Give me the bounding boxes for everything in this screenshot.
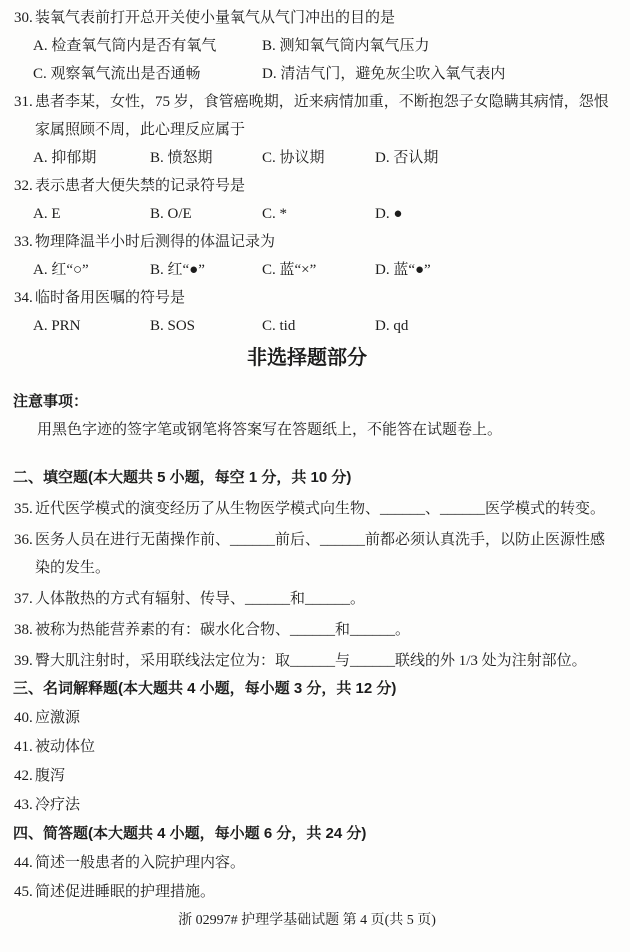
question-33 bbox=[14, 228, 614, 256]
question-35-text: 近代医学模式的演变经历了从生物医学模式向生物、______、______医学模式的转变。 bbox=[35, 501, 606, 517]
question-31-number: 31. bbox=[14, 94, 33, 110]
question-36-text: 医务人员在进行无菌操作前、______前后、______前都必须认真洗手，以防止医源性感染的发生。 bbox=[35, 532, 606, 576]
question-42-text: 腹泻 bbox=[35, 768, 66, 784]
question-44 bbox=[14, 849, 614, 877]
option-31-a: A. 抑郁期 bbox=[33, 150, 97, 166]
question-34-text: 临时备用医嘱的符号是 bbox=[35, 290, 186, 306]
question-43-text: 冷疗法 bbox=[35, 797, 81, 813]
question-32 bbox=[14, 172, 614, 200]
question-30-text: 装氧气表前打开总开关使小量氧气从气门冲出的目的是 bbox=[35, 10, 396, 26]
notice-text: 用黑色字迹的签字笔或钢笔将答案写在答题纸上，不能答在试题卷上。 bbox=[37, 422, 503, 438]
option-34-c: C. tid bbox=[262, 318, 296, 334]
question-31-options bbox=[33, 144, 614, 172]
option-33-a: A. 红“○” bbox=[33, 262, 89, 278]
fill-section-heading: 二、填空题(本大题共 5 小题，每空 1 分，共 10 分) bbox=[13, 469, 352, 486]
question-31 bbox=[14, 88, 614, 144]
page-footer: 浙 02997# 护理学基础试题 第 4 页(共 5 页) bbox=[178, 913, 436, 928]
question-32-options bbox=[33, 200, 614, 228]
question-33-options bbox=[33, 256, 614, 284]
question-34-options bbox=[33, 312, 614, 340]
question-41-text: 被动体位 bbox=[35, 739, 96, 755]
option-30-d: D. 清洁气门，避免灰尘吹入氧气表内 bbox=[262, 66, 506, 82]
question-31-text: 患者李某，女性，75 岁，食管癌晚期，近来病情加重，不断抱怨子女隐瞒其病情，怨恨家属照顾不周，此心理反应属于 bbox=[35, 94, 609, 138]
question-38-number: 38. bbox=[14, 622, 33, 638]
option-32-b: B. O/E bbox=[150, 206, 192, 222]
question-30-number: 30. bbox=[14, 10, 33, 26]
short-answer-section-heading: 四、简答题(本大题共 4 小题，每小题 6 分，共 24 分) bbox=[13, 825, 367, 842]
question-39-number: 39. bbox=[14, 653, 33, 669]
question-40 bbox=[14, 704, 614, 732]
question-37 bbox=[14, 585, 614, 613]
option-30-a: A. 检查氧气筒内是否有氧气 bbox=[33, 38, 217, 54]
option-33-b: B. 红“●” bbox=[150, 262, 205, 278]
question-33-number: 33. bbox=[14, 234, 33, 250]
question-41 bbox=[14, 733, 614, 761]
option-31-b: B. 愤怒期 bbox=[150, 150, 213, 166]
question-34 bbox=[14, 284, 614, 312]
question-37-number: 37. bbox=[14, 591, 33, 607]
question-44-number: 44. bbox=[14, 855, 33, 871]
question-37-text: 人体散热的方式有辐射、传导、______和______。 bbox=[35, 591, 366, 607]
question-34-number: 34. bbox=[14, 290, 33, 306]
question-45 bbox=[14, 878, 614, 906]
option-32-a: A. E bbox=[33, 206, 61, 222]
question-35 bbox=[14, 495, 614, 523]
question-43-number: 43. bbox=[14, 797, 33, 813]
option-33-c: C. 蓝“×” bbox=[262, 262, 317, 278]
question-39-text: 臀大肌注射时，采用联线法定位为：取______与______联线的外 1/3 处为注射部位。 bbox=[35, 653, 587, 669]
question-42-number: 42. bbox=[14, 768, 33, 784]
option-34-d: D. qd bbox=[375, 318, 409, 334]
question-40-number: 40. bbox=[14, 710, 33, 726]
option-32-c: C. * bbox=[262, 206, 288, 222]
question-30-options bbox=[33, 32, 614, 88]
notice-label: 注意事项： bbox=[13, 393, 89, 410]
question-32-number: 32. bbox=[14, 178, 33, 194]
option-34-a: A. PRN bbox=[33, 318, 81, 334]
question-42 bbox=[14, 762, 614, 790]
section-title: 非选择题部分 bbox=[247, 347, 367, 369]
question-38 bbox=[14, 616, 614, 644]
question-45-text: 简述促进睡眠的护理措施。 bbox=[35, 884, 216, 900]
question-44-text: 简述一般患者的入院护理内容。 bbox=[35, 855, 246, 871]
question-35-number: 35. bbox=[14, 501, 33, 517]
question-33-text: 物理降温半小时后测得的体温记录为 bbox=[35, 234, 276, 250]
question-38-text: 被称为热能营养素的有：碳水化合物、______和______。 bbox=[35, 622, 411, 638]
question-36 bbox=[14, 526, 614, 582]
question-40-text: 应激源 bbox=[35, 710, 81, 726]
option-32-d: D. ● bbox=[375, 206, 403, 222]
option-30-b: B. 测知氧气筒内氧气压力 bbox=[262, 38, 430, 54]
question-30 bbox=[14, 4, 614, 32]
question-41-number: 41. bbox=[14, 739, 33, 755]
option-34-b: B. SOS bbox=[150, 318, 196, 334]
option-31-d: D. 否认期 bbox=[375, 150, 439, 166]
option-31-c: C. 协议期 bbox=[262, 150, 325, 166]
question-43 bbox=[14, 791, 614, 819]
question-32-text: 表示患者大便失禁的记录符号是 bbox=[35, 178, 246, 194]
question-39 bbox=[14, 647, 614, 675]
option-30-c: C. 观察氧气流出是否通畅 bbox=[33, 66, 201, 82]
question-45-number: 45. bbox=[14, 884, 33, 900]
question-36-number: 36. bbox=[14, 532, 33, 548]
option-33-d: D. 蓝“●” bbox=[375, 262, 431, 278]
term-section-heading: 三、名词解释题(本大题共 4 小题，每小题 3 分，共 12 分) bbox=[13, 680, 397, 697]
